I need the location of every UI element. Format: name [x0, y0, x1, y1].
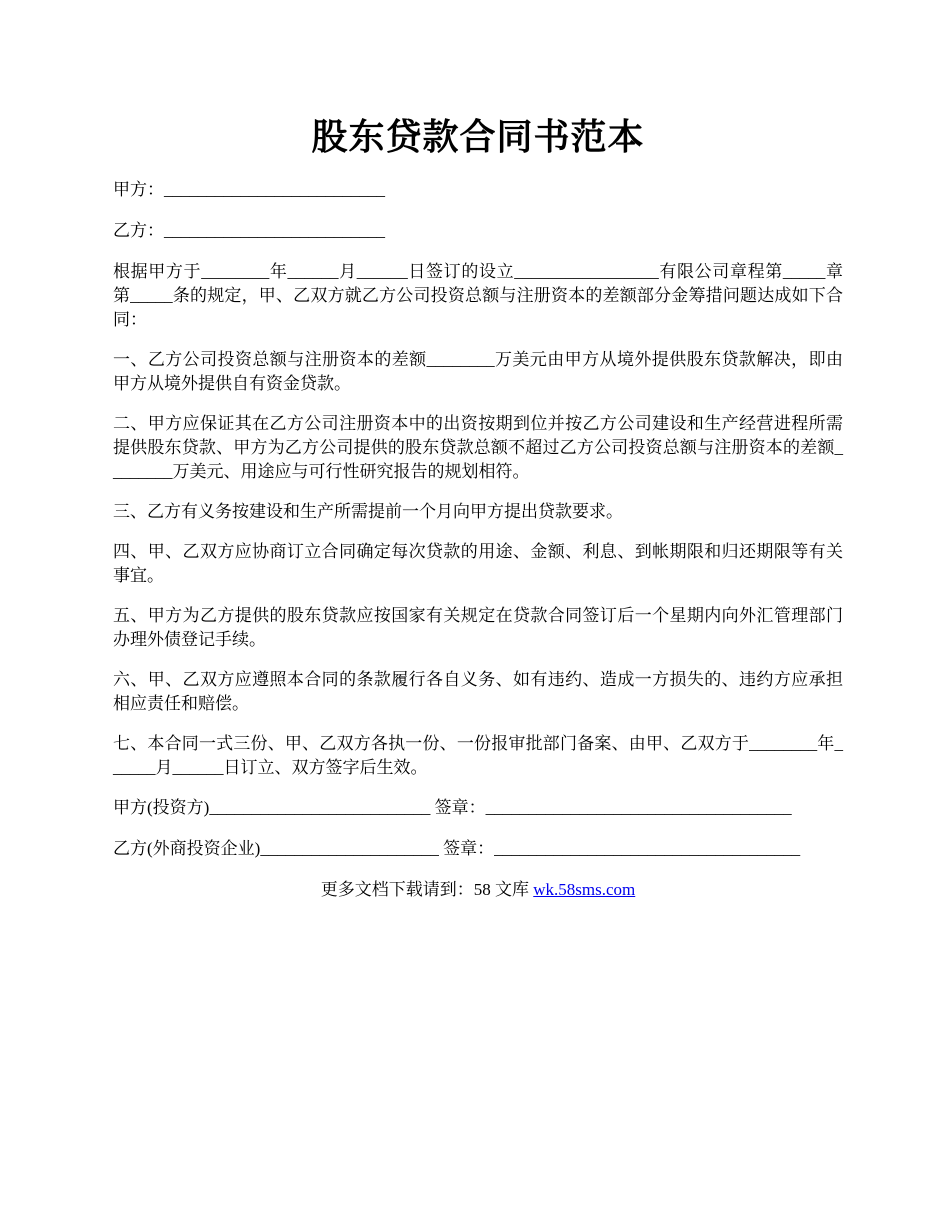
clause-1: 一、乙方公司投资总额与注册资本的差额________万美元由甲方从境外提供股东贷款解决，即由甲方从境外提供自有资金贷款。 [113, 350, 843, 393]
document-title: 股东贷款合同书范本 [311, 117, 645, 157]
footer-link[interactable]: wk.58sms.com [533, 880, 636, 899]
clause-3: 三、乙方有义务按建设和生产所需提前一个月向甲方提出贷款要求。 [113, 502, 623, 521]
party-a-line: 甲方：__________________________ [113, 180, 385, 199]
footer-text: 更多文档下载请到：58 文库 [320, 880, 534, 899]
signature-party-a: 甲方(投资方)__________________________ 签章：____________________________________ [113, 798, 792, 817]
party-b-line: 乙方：__________________________ [113, 221, 385, 240]
clause-6: 六、甲、乙双方应遵照本合同的条款履行各自义务、如有违约、造成一方损失的、违约方应承担相应责任和赔偿。 [113, 670, 843, 713]
footer-note [113, 878, 843, 902]
intro-paragraph: 根据甲方于________年______月______日签订的设立_________________有限公司章程第_____章第_____条的规定，甲、乙双方就乙方公司投资总额与注册资本的差额部分金筹措问题达成如下合同： [113, 262, 843, 329]
clause-2: 二、甲方应保证其在乙方公司注册资本中的出资按期到位并按乙方公司建设和生产经营进程所需提供股东贷款、甲方为乙方公司提供的股东贷款总额不超过乙方公司投资总额与注册资本的差额________万美元、用途应与可行性研究报告的规划相符。 [113, 414, 843, 481]
clause-4: 四、甲、乙双方应协商订立合同确定每次贷款的用途、金额、利息、到帐期限和归还期限等有关事宜。 [113, 542, 843, 585]
clause-5: 五、甲方为乙方提供的股东贷款应按国家有关规定在贷款合同签订后一个星期内向外汇管理部门办理外债登记手续。 [113, 606, 843, 649]
document-page [113, 108, 843, 902]
clause-7: 七、本合同一式三份、甲、乙双方各执一份、一份报审批部门备案、由甲、乙双方于________年______月______日订立、双方签字后生效。 [113, 734, 843, 777]
signature-party-b: 乙方(外商投资企业)_____________________ 签章：____________________________________ [113, 839, 801, 858]
